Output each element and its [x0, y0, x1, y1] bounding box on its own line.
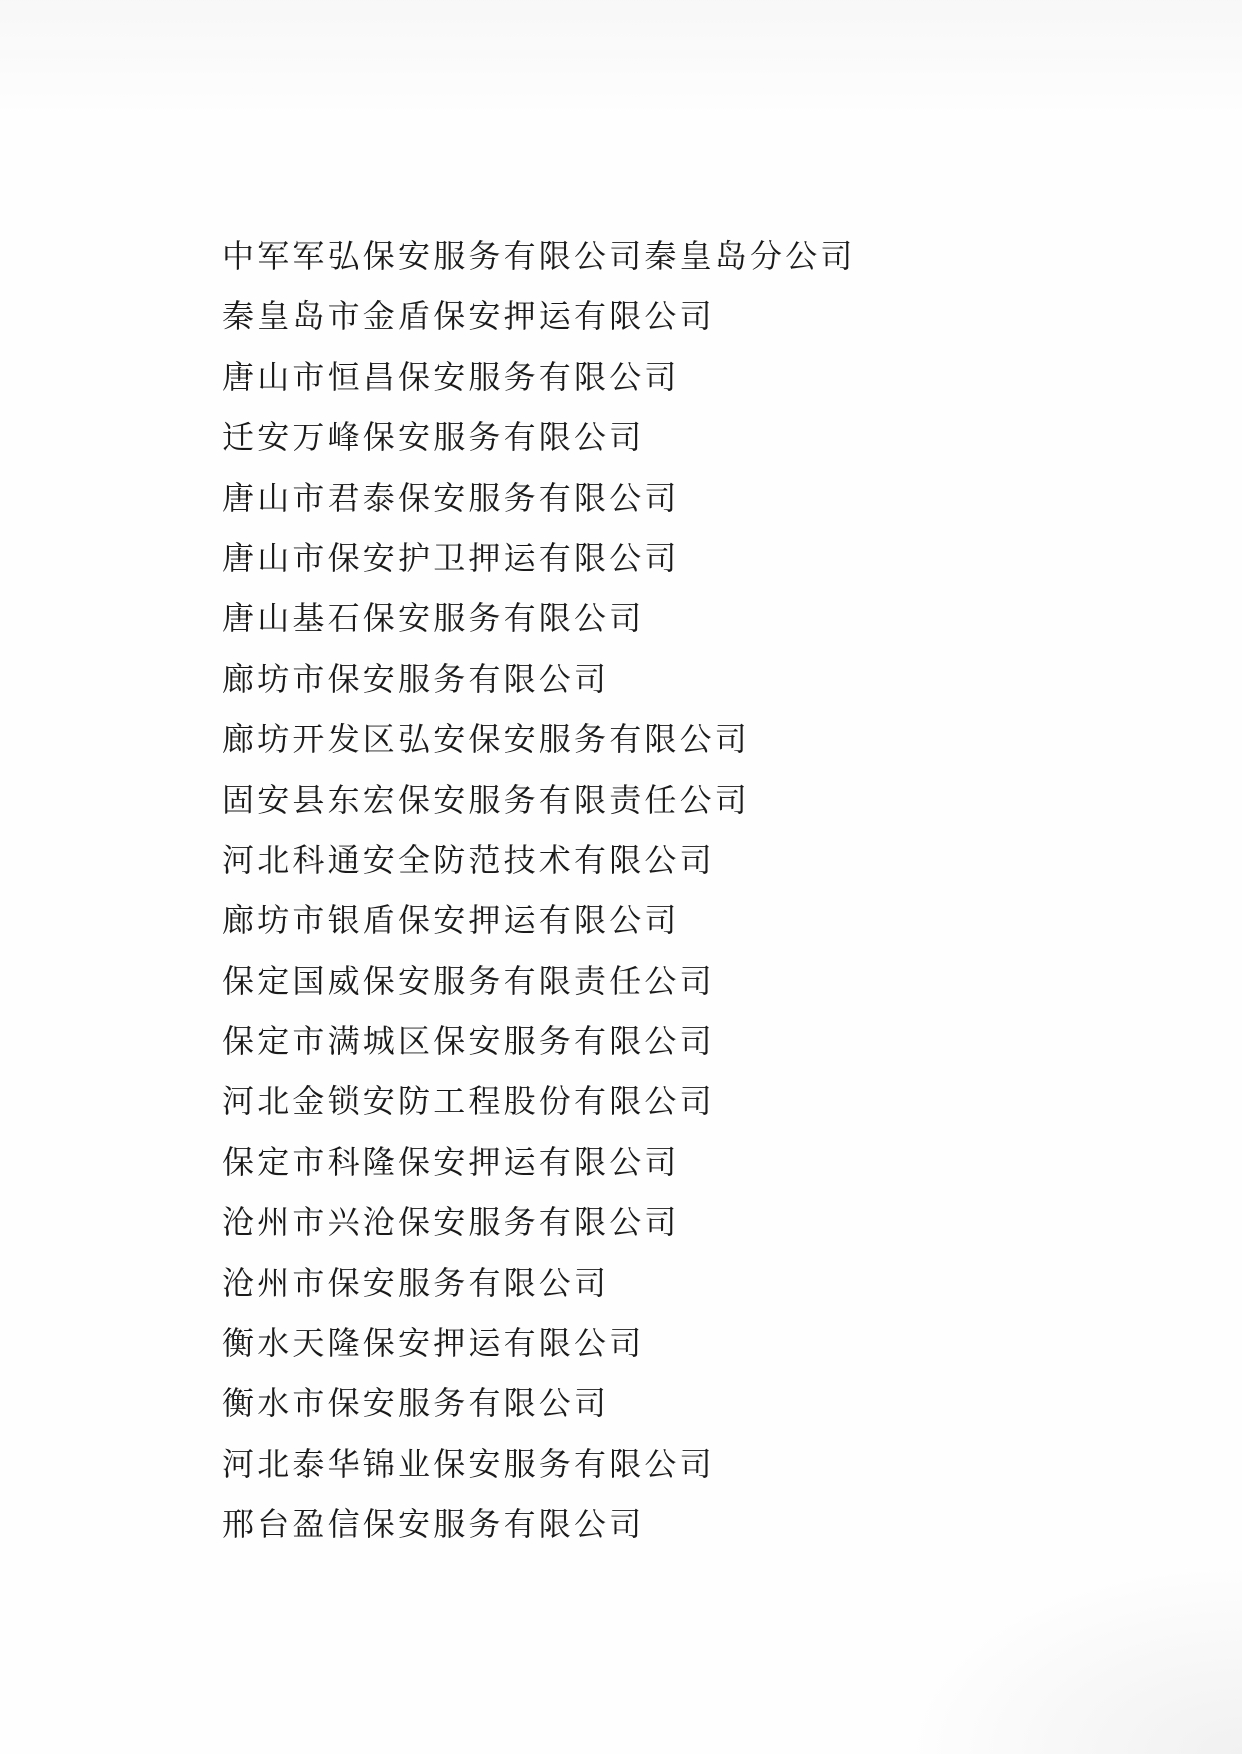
list-item: 中军军弘保安服务有限公司秦皇岛分公司 — [222, 237, 856, 275]
list-item: 唐山市保安护卫押运有限公司 — [222, 538, 680, 577]
list-item: 沧州市兴沧保安服务有限公司 — [222, 1203, 680, 1242]
list-item: 保定市满城区保安服务有限公司 — [222, 1022, 715, 1061]
list-item: 廊坊市保安服务有限公司 — [222, 659, 610, 698]
list-item: 保定市科隆保安押运有限公司 — [222, 1142, 680, 1181]
list-item: 河北科通安全防范技术有限公司 — [222, 840, 715, 879]
scan-shadow-top — [0, 0, 1242, 120]
list-item: 河北金锁安防工程股份有限公司 — [222, 1082, 715, 1121]
list-item: 唐山基石保安服务有限公司 — [222, 599, 645, 638]
company-list — [222, 226, 856, 1555]
list-item: 保定国威保安服务有限责任公司 — [222, 961, 715, 1000]
scan-shadow-bottom — [900, 1560, 1242, 1754]
list-item: 邢台盈信保安服务有限公司 — [222, 1505, 645, 1544]
list-item: 廊坊市银盾保安押运有限公司 — [222, 901, 680, 940]
list-item: 秦皇岛市金盾保安押运有限公司 — [222, 297, 715, 336]
list-item: 唐山市恒昌保安服务有限公司 — [222, 357, 680, 396]
list-item: 河北泰华锦业保安服务有限公司 — [222, 1444, 715, 1483]
list-item: 衡水市保安服务有限公司 — [222, 1384, 610, 1423]
list-item: 固安县东宏保安服务有限责任公司 — [222, 780, 751, 819]
list-item: 沧州市保安服务有限公司 — [222, 1263, 610, 1302]
list-item: 唐山市君泰保安服务有限公司 — [222, 478, 680, 517]
list-item: 衡水天隆保安押运有限公司 — [222, 1324, 645, 1363]
list-item: 廊坊开发区弘安保安服务有限公司 — [222, 720, 751, 759]
list-item: 迁安万峰保安服务有限公司 — [222, 418, 645, 457]
